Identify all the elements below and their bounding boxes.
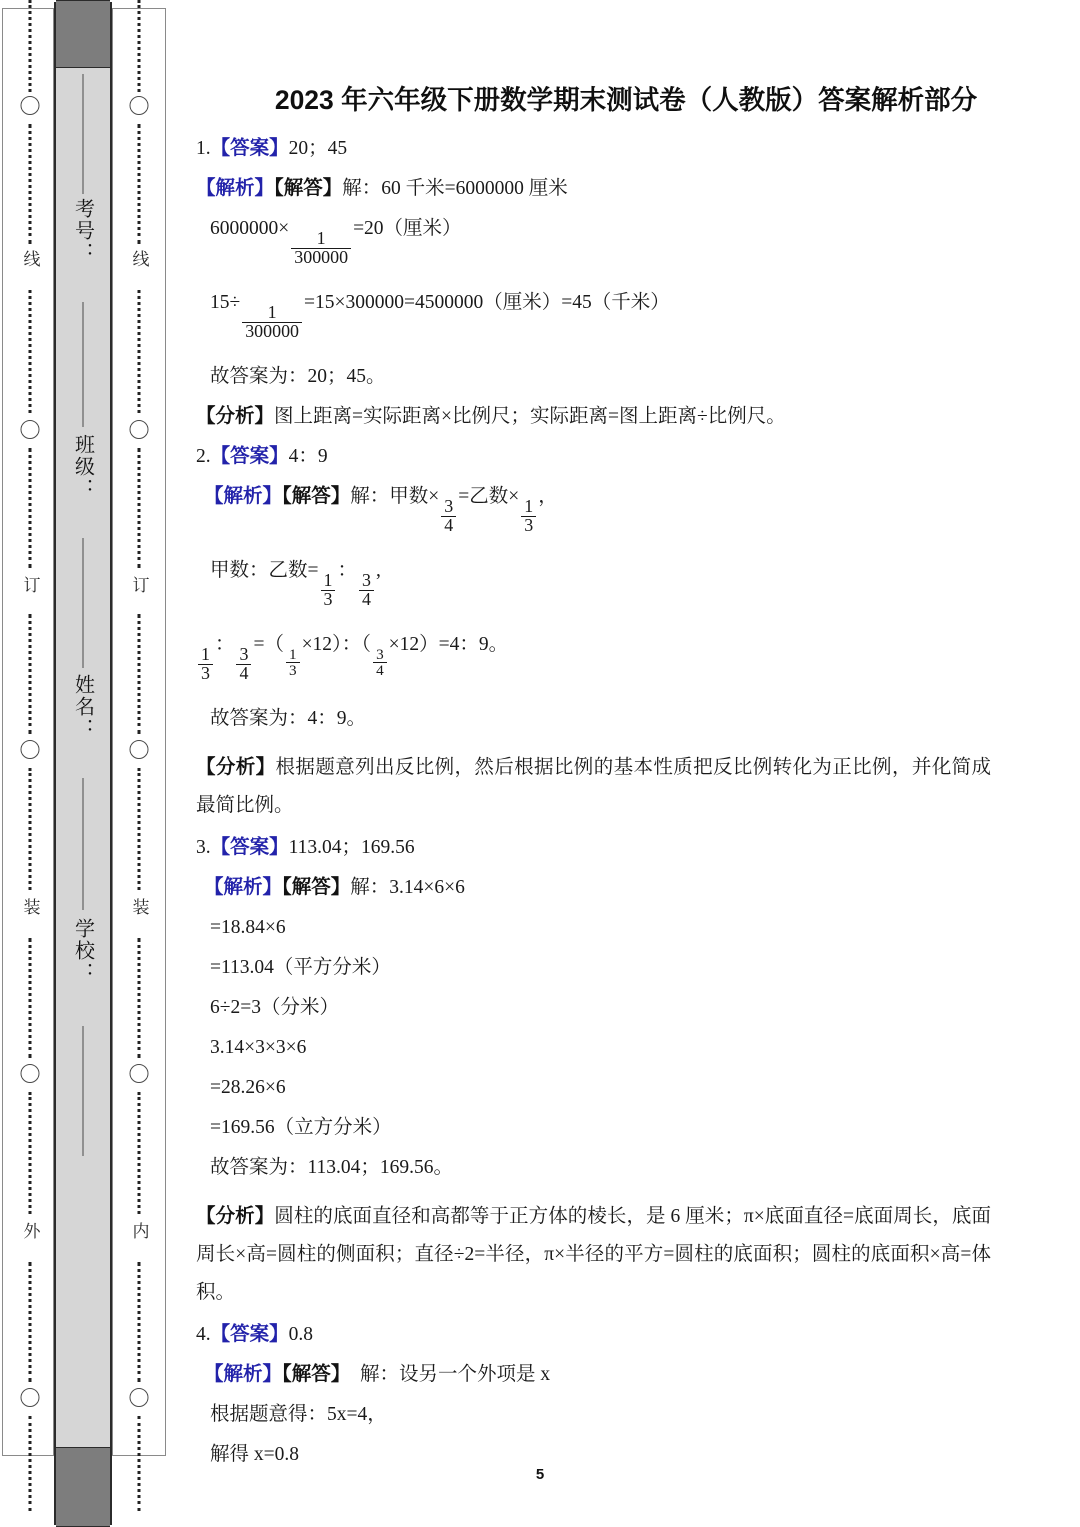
- question-3-solution-intro: [196, 878, 1056, 898]
- dot-segment: [29, 1262, 32, 1382]
- field-school: 学校：: [71, 918, 94, 984]
- solution-tag: 【解答】: [282, 1364, 351, 1386]
- analysis-tag: 【解析】: [196, 178, 275, 199]
- dot-segment: [138, 124, 141, 244]
- dotted-column-right: [127, 0, 151, 1527]
- mid-text: ：: [337, 560, 357, 581]
- mid-text: =乙数×: [458, 486, 520, 507]
- question-3-step-1: =18.84×6: [210, 917, 286, 939]
- sep-b: =（: [253, 634, 284, 655]
- question-3-answer-value: 113.04；169.56: [288, 837, 415, 859]
- fraction: [321, 572, 336, 609]
- dot-segment: [138, 290, 141, 413]
- question-4-answer-value: 0.8: [288, 1324, 314, 1346]
- tail-text: ，: [538, 486, 558, 507]
- fraction: [521, 498, 536, 535]
- fraction-denominator: 3: [521, 516, 536, 535]
- analysis-tag: 【解析】: [204, 486, 283, 507]
- seal-circle: [21, 740, 40, 759]
- dot-segment: [29, 290, 32, 413]
- seal-circle: [21, 420, 40, 439]
- seal-mark-nei: 内: [127, 1220, 152, 1241]
- answer-tag: 【答案】: [210, 446, 289, 467]
- seal-mark-xian: 线: [127, 248, 152, 269]
- question-1-number: 1.: [196, 138, 211, 159]
- field-exam-number: 考号：: [71, 198, 94, 264]
- fraction-denominator: 4: [236, 664, 251, 683]
- question-3-number: 3.: [196, 837, 211, 859]
- question-1-step-2: [196, 293, 1056, 341]
- dot-segment: [138, 938, 141, 1058]
- fraction-numerator: 3: [361, 570, 371, 591]
- student-info-strip: [54, 2, 112, 1525]
- seal-circle: [21, 1388, 40, 1407]
- seal-circle: [21, 1064, 40, 1083]
- seal-circle: [21, 96, 40, 115]
- question-1-step-1: [196, 219, 1056, 267]
- question-3-answer-line: [196, 838, 1056, 858]
- question-2-conclusion: 故答案为：4：9。: [210, 708, 367, 729]
- fraction: [441, 498, 456, 535]
- fraction-numerator: 3: [376, 645, 384, 663]
- question-1-answer-line: [196, 139, 1056, 159]
- question-3-step-3: 6÷2=3（分米）: [210, 997, 339, 1019]
- question-3-explain-line: [196, 1198, 991, 1311]
- question-2-answer-value: 4：9: [288, 446, 328, 467]
- seal-mark-ding: 订: [18, 574, 43, 595]
- dot-segment: [29, 1092, 32, 1214]
- dot-segment: [138, 1262, 141, 1382]
- question-3-step-4: 3.14×3×3×6: [210, 1037, 307, 1059]
- analysis-tag: 【解析】: [204, 877, 283, 899]
- dot-segment: [29, 124, 32, 244]
- seal-mark-wai: 外: [18, 1220, 43, 1241]
- write-rule-4: [83, 778, 84, 910]
- dot-segment: [29, 768, 32, 890]
- dot-segment: [138, 1416, 141, 1511]
- seal-binding-sidebar: [0, 0, 172, 1527]
- seal-mark-xian: 线: [18, 248, 43, 269]
- question-4-number: 4.: [196, 1324, 211, 1346]
- tail-text: ,: [375, 560, 381, 581]
- question-2-number: 2.: [196, 446, 211, 467]
- fraction-numerator: 1: [201, 644, 210, 665]
- dot-segment: [138, 0, 141, 92]
- answer-tag: 【答案】: [210, 138, 289, 159]
- step-right: =20（厘米）: [353, 218, 462, 239]
- fraction-denominator: 3: [321, 590, 336, 609]
- sep-c: ×12）：（: [301, 634, 372, 655]
- question-3-step-6: =169.56（立方分米）: [210, 1117, 392, 1139]
- answer-explanation-page: [196, 0, 1056, 1527]
- fraction: [359, 572, 374, 609]
- dot-segment: [29, 614, 32, 734]
- seal-circle: [130, 740, 149, 759]
- seal-mark-zhuang: 装: [127, 896, 152, 917]
- seal-circle: [130, 420, 149, 439]
- question-3-solve-intro: 解：3.14×6×6: [350, 877, 465, 899]
- question-1-explain: 图上距离=实际距离×比例尺；实际距离=图上距离÷比例尺。: [274, 406, 786, 427]
- question-4-answer-line: [196, 1325, 1056, 1345]
- fraction: [373, 647, 387, 678]
- fraction: [198, 646, 213, 683]
- field-class: 班级：: [71, 434, 94, 500]
- fraction-denominator: 3: [198, 664, 213, 683]
- fraction: [286, 647, 300, 678]
- seal-mark-zhuang: 装: [18, 896, 43, 917]
- fraction-denominator: 4: [373, 662, 387, 678]
- dot-segment: [29, 938, 32, 1058]
- fraction-denominator: 3: [286, 662, 300, 678]
- explain-tag: 【分析】: [196, 757, 276, 778]
- fraction-numerator: 1: [267, 302, 277, 323]
- dot-segment: [138, 768, 141, 890]
- question-3-explain: 圆柱的底面直径和高都等于正方体的棱长，是 6 厘米；π×底面直径=底面周长，底面周长×高=圆柱的侧面积；直径÷2=半径，π×半径的平方=圆柱的底面积；圆柱的底面积×高=体积。: [196, 1206, 991, 1303]
- solution-tag: 【解答】: [282, 486, 351, 507]
- analysis-tag: 【解析】: [204, 1364, 283, 1386]
- dotted-column-left: [18, 0, 42, 1527]
- field-name: 姓名：: [71, 674, 94, 740]
- seal-mark-ding: 订: [127, 574, 152, 595]
- write-rule-1: [83, 74, 84, 194]
- question-4-solution-intro: [196, 1365, 1056, 1385]
- question-2-step-3: [196, 635, 1056, 683]
- dot-segment: [138, 614, 141, 734]
- fraction: [236, 646, 251, 683]
- seal-circle: [130, 1064, 149, 1083]
- answer-tag: 【答案】: [210, 837, 289, 859]
- question-4-solve-intro: 解：设另一个外项是 x: [360, 1364, 551, 1386]
- fraction-numerator: 3: [444, 496, 454, 517]
- dot-segment: [29, 0, 32, 92]
- dot-segment: [138, 1092, 141, 1214]
- fraction-numerator: 1: [288, 645, 297, 663]
- dot-segment: [29, 448, 32, 568]
- dot-segment: [138, 448, 141, 568]
- question-3-step-2: =113.04（平方分米）: [210, 957, 391, 979]
- question-1-solve-intro: 解：60 千米=6000000 厘米: [342, 178, 568, 199]
- strip-cap-bottom: [56, 1447, 110, 1527]
- question-2-explain: 根据题意列出反比例，然后根据比例的基本性质把反比例转化为正比例，并化简成最简比例。: [196, 757, 991, 816]
- solution-tag: 【解答】: [274, 178, 343, 199]
- fraction-numerator: 3: [239, 644, 249, 665]
- question-2-answer-line: [196, 447, 1056, 467]
- fraction-denominator: 4: [441, 516, 456, 535]
- strip-cap-top: [56, 0, 110, 68]
- seal-circle: [130, 1388, 149, 1407]
- question-4-step-2: 解得 x=0.8: [210, 1444, 299, 1466]
- question-3-conclusion: 故答案为：113.04；169.56。: [210, 1157, 454, 1179]
- seal-circle: [130, 96, 149, 115]
- question-2-step-2: [196, 561, 1056, 609]
- question-3-step-5: =28.26×6: [210, 1077, 286, 1099]
- question-1-answer-value: 20；45: [288, 138, 348, 159]
- explain-tag: 【分析】: [196, 1206, 275, 1228]
- fraction: [291, 230, 351, 267]
- question-2-explain-line: [196, 749, 991, 824]
- fraction-denominator: 300000: [291, 248, 351, 267]
- question-4-step-1: 根据题意得：5x=4，: [210, 1404, 387, 1426]
- solution-tag: 【解答】: [282, 877, 351, 899]
- page-title: 2023 年六年级下册数学期末测试卷（人教版）答案解析部分: [274, 85, 978, 115]
- page-number: 5: [535, 1466, 545, 1483]
- question-2-solve-intro: 解：甲数×: [350, 486, 440, 507]
- question-1-conclusion: 故答案为：20；45。: [210, 366, 386, 387]
- step-left: 6000000×: [210, 218, 290, 239]
- write-rule-3: [83, 538, 84, 668]
- question-2-solution-intro: [196, 487, 1056, 535]
- sep-d: ×12）=4：9。: [388, 634, 509, 655]
- answer-tag: 【答案】: [210, 1324, 289, 1346]
- fraction-numerator: 1: [524, 496, 534, 517]
- fraction-denominator: 4: [359, 590, 374, 609]
- question-1-explain-line: [196, 407, 1056, 427]
- fraction: [242, 304, 302, 341]
- fraction-numerator: 1: [316, 228, 326, 249]
- explain-tag: 【分析】: [196, 406, 275, 427]
- fraction-denominator: 300000: [242, 322, 302, 341]
- dot-segment: [29, 1416, 32, 1511]
- write-rule-2: [83, 302, 84, 427]
- step-left: 15÷: [210, 292, 241, 313]
- step-right: =15×300000=4500000（厘米）=45（千米）: [304, 292, 670, 313]
- question-1-solution-intro: [196, 179, 1056, 199]
- sep-a: ：: [214, 634, 235, 655]
- step-head: 甲数：乙数=: [210, 560, 319, 581]
- fraction-numerator: 1: [323, 570, 333, 591]
- write-rule-5: [83, 1026, 84, 1156]
